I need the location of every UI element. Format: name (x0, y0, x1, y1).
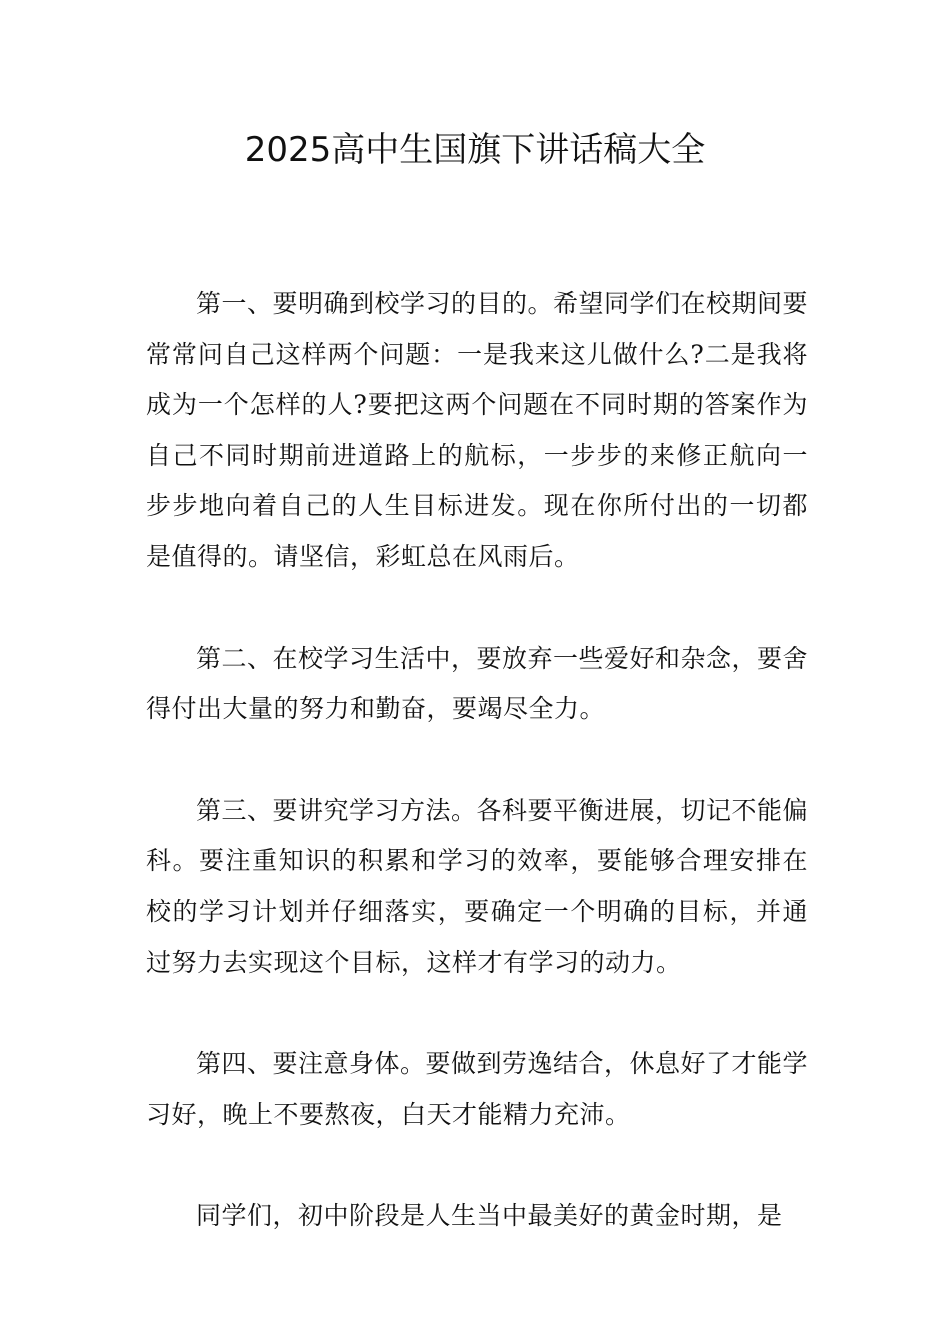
paragraph-4: 第四、要注意身体。要做到劳逸结合，休息好了才能学习好，晚上不要熬夜，白天才能精力充沛。 (146, 1049, 809, 1129)
paragraph-5: 同学们，初中阶段是人生当中最美好的黄金时期，是 (196, 1201, 783, 1231)
paragraph-3: 第三、要讲究学习方法。各科要平衡进展，切记不能偏科。要注重知识的积累和学习的效率，要能够合理安排在校的学习计划并仔细落实，要确定一个明确的目标，并通过努力去实现这个目标，这样才有学习的动力。 (146, 795, 809, 977)
paragraph-1: 第一、要明确到校学习的目的。希望同学们在校期间要常常问自己这样两个问题：一是我来这儿做什么?二是我将成为一个怎样的人?要把这两个问题在不同时期的答案作为自己不同时期前进道路上的航标，一步步的来修正航向一步步地向着自己的人生目标进发。现在你所付出的一切都是值得的。请坚信，彩虹总在风雨后。 (146, 289, 809, 571)
paragraph-2: 第二、在校学习生活中，要放弃一些爱好和杂念，要舍得付出大量的努力和勤奋，要竭尽全力。 (146, 643, 809, 724)
document-body (146, 279, 808, 1293)
document-title: 2025高中生国旗下讲话稿大全 (244, 130, 706, 170)
